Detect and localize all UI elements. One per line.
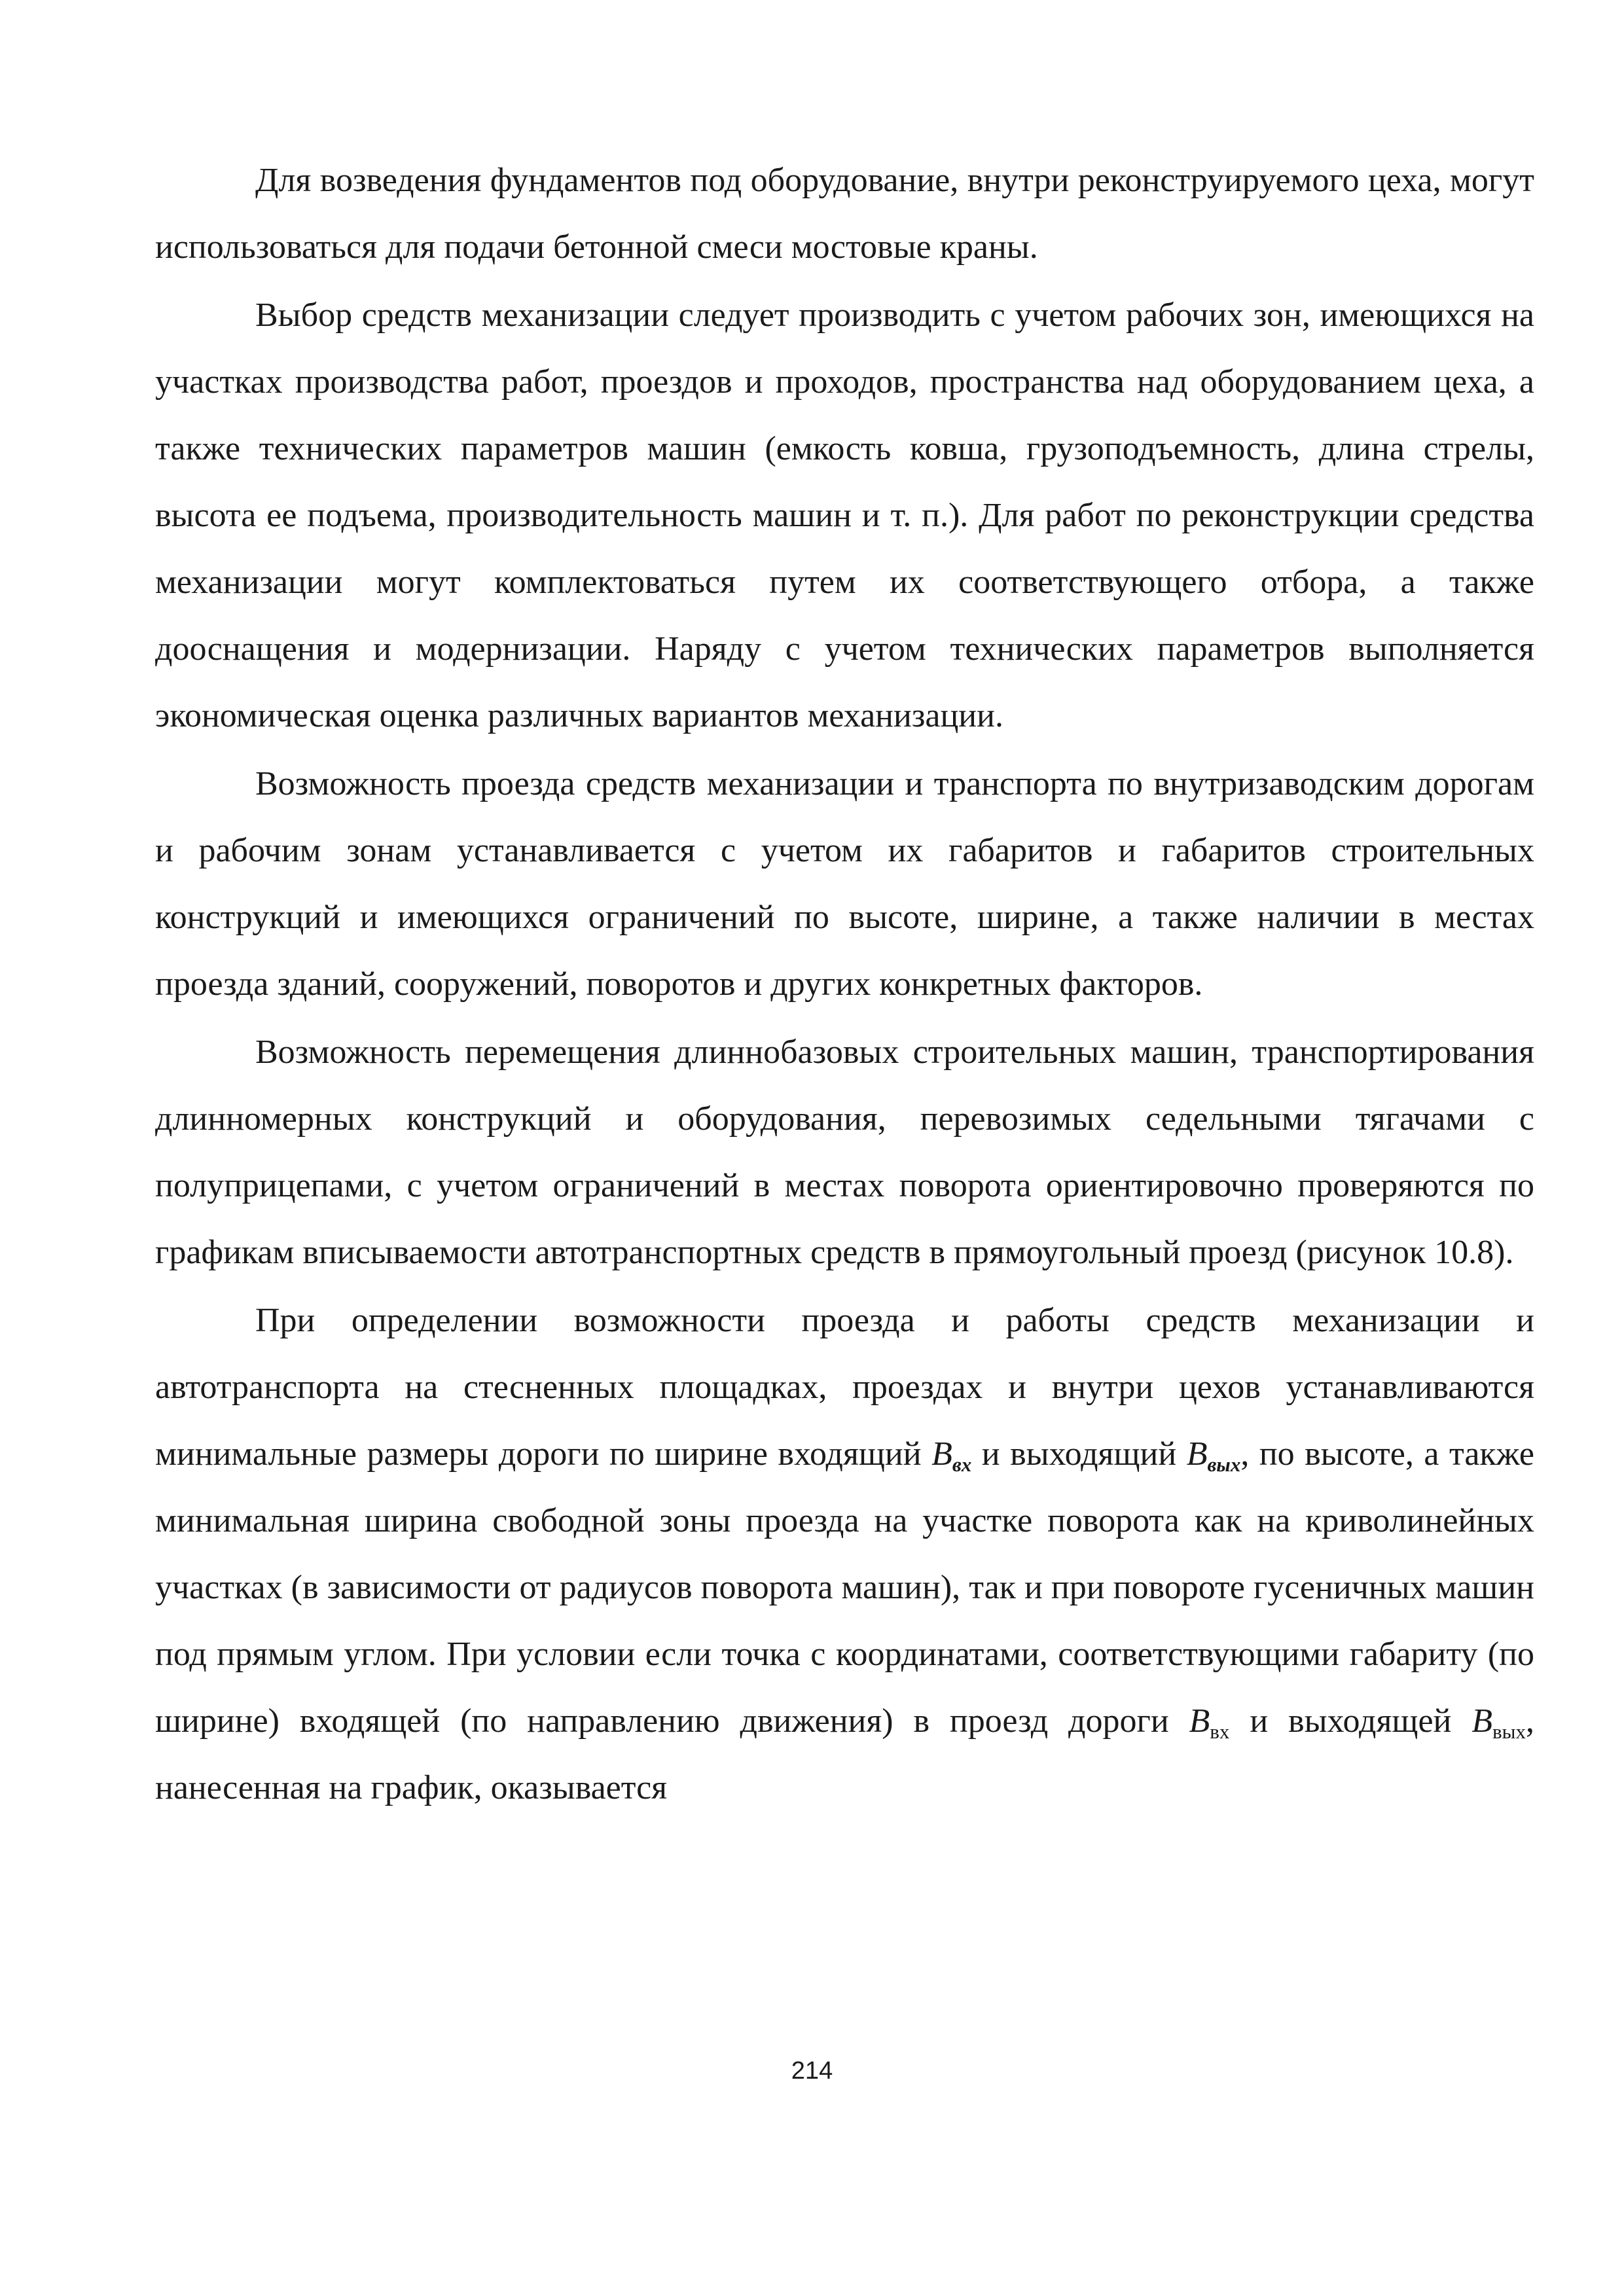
variable-b-in: $B_{вх}$ [1189,1702,1230,1743]
paragraph-passage-possibility: Возможность проезда средств механизации и транспорта по внутризаводским дорогам и рабочим зонам устанавливается с учетом их габаритов и габаритов строительных конструкций и имеющихся ограничений по высоте, ширине, а также наличии в местах проезда зданий, сооружений, поворотов и других конкретных факторов. [155,765,1534,1003]
road-dimensions-text-3: , по высоте, а также минимальная ширина свободной зоны проезда на участке поворота как на криволинейных участках (в зависимости от радиусов поворота машин), так и при повороте гусеничных машин под прямым углом. При условии если точка с координатами, соответствующими габариту (по ширине) входящей (по направлению движения) в проезд дороги [155,1435,1534,1740]
road-dimensions-text-1: При определении возможности проезда и работы средств механизации и автотранспорта на стесненных площадках, проездах и внутри цехов устанавливаются минимальные размеры дороги по ширине входящий [155,1302,1534,1473]
paragraph-foundations: Для возведения фундаментов под оборудование, внутри реконструируемого цеха, могут использоваться для подачи бетонной смеси мостовые краны. [155,162,1534,266]
page-body [155,147,1534,1821]
page-number: 214 [791,2057,833,2085]
paragraph-mechanization-choice: Выбор средств механизации следует производить с учетом рабочих зон, имеющихся на участках производства работ, проездов и проходов, пространства над оборудованием цеха, а также технических параметров машин (емкость ковша, грузоподъемность, длина стрелы, высота ее подъема, производительность машин и т. п.). Для работ по реконструкции средства механизации могут комплектоваться путем их соответствующего отбора, а также дооснащения и модернизации. Наряду с учетом технических параметров выполняется экономическая оценка различных вариантов механизации. [155,296,1534,734]
variable-b-out-bold: $B_{вых}$ [1186,1435,1241,1476]
paragraph-long-base-machines: Возможность перемещения длиннобазовых строительных машин, транспортирования длинномерных конструкций и оборудования, перевозимых седельными тягачами с полуприцепами, с учетом ограничений в местах поворота ориентировочно проверяются по графикам вписываемости автотранспортных средств в прямоугольный проезд (рисунок 10.8). [155,1033,1534,1271]
paragraph-road-dimensions [155,1287,1534,1821]
variable-b-in-bold: $B_{вх}$ [931,1435,972,1476]
road-dimensions-text-5: , нанесенная на график, оказывается [155,1702,1534,1806]
variable-b-out: $B_{вых}$ [1471,1702,1526,1743]
road-dimensions-text-4: и выходящей [1229,1702,1472,1740]
road-dimensions-text-2: и выходящий [971,1435,1187,1473]
